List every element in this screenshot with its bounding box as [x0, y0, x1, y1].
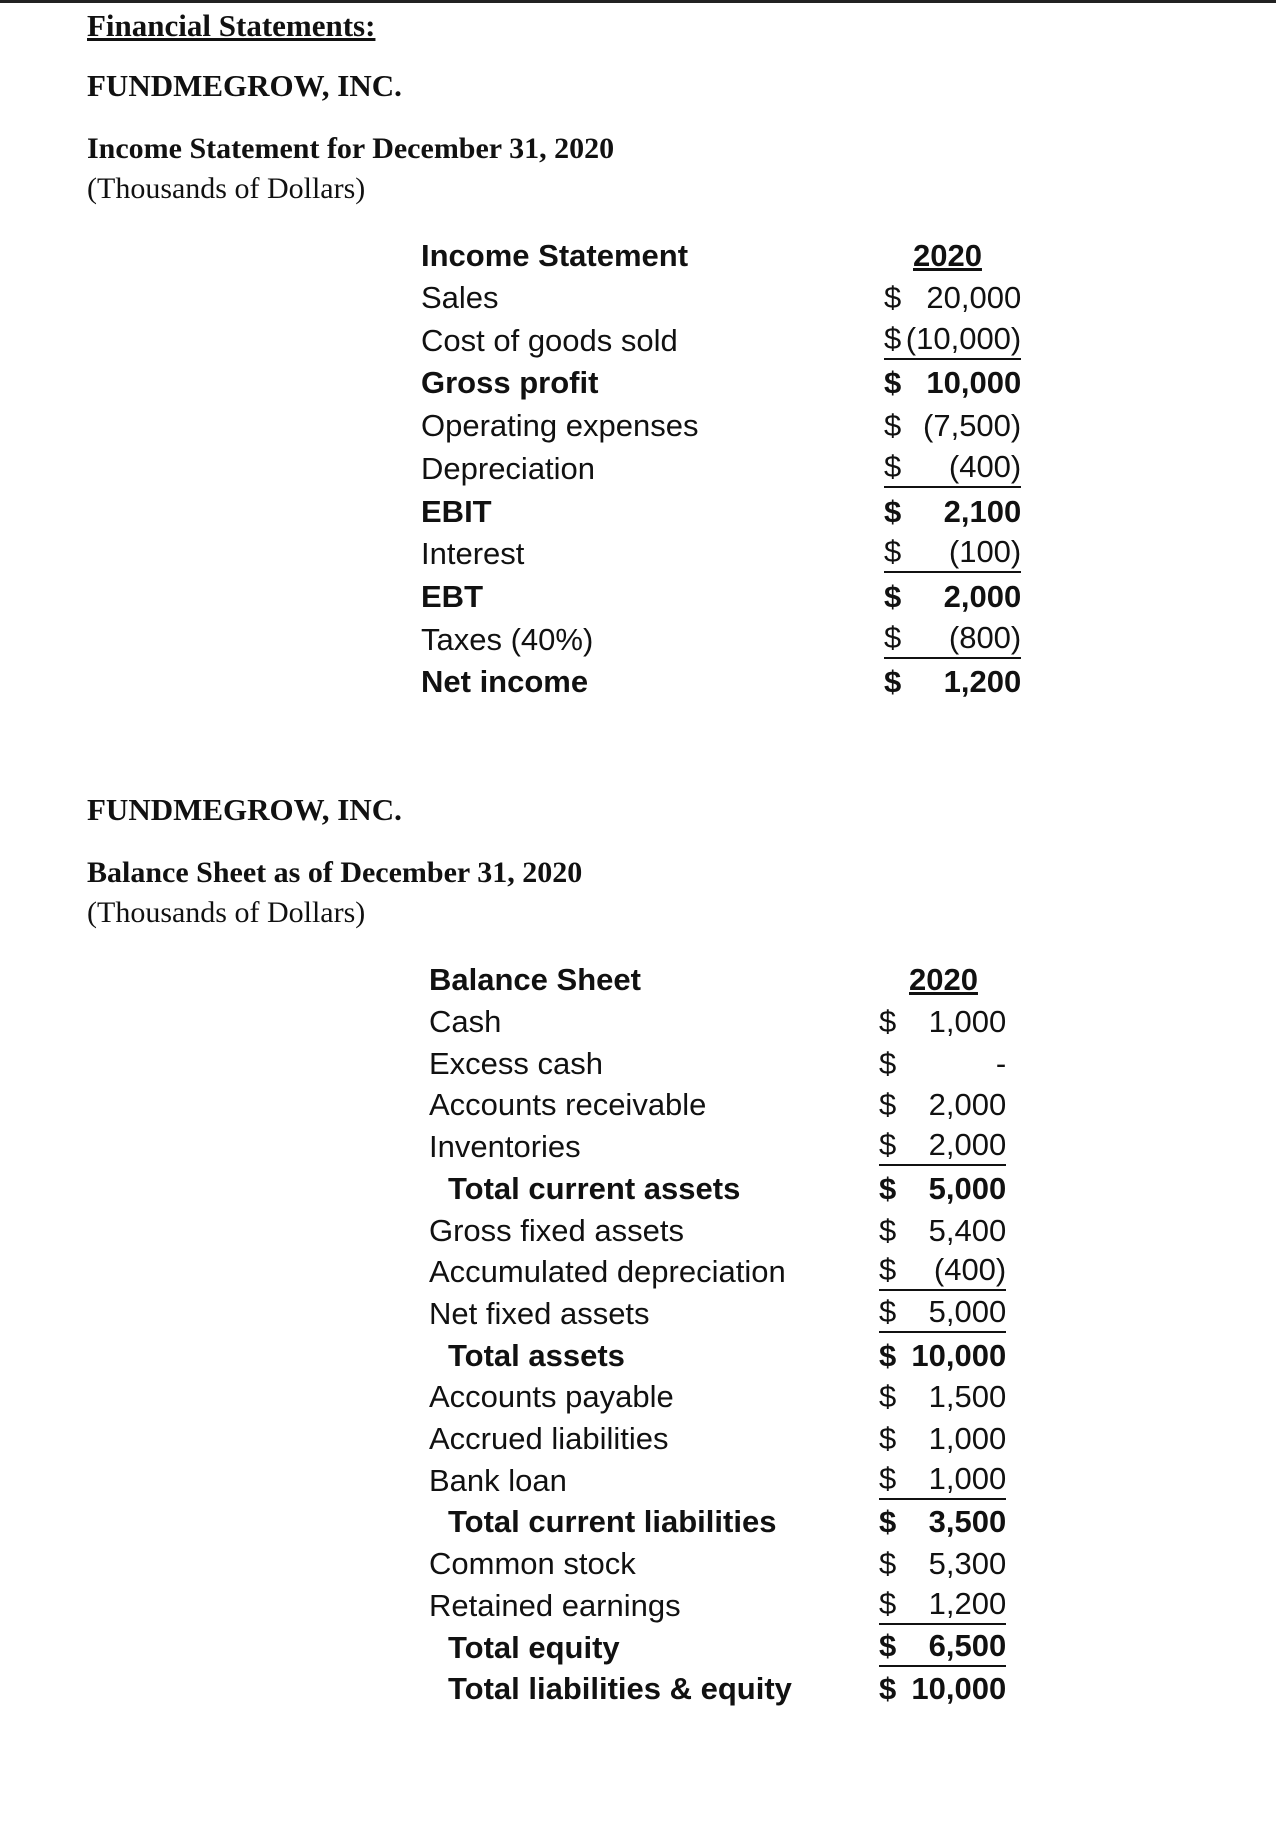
balance-amount: 10,000 — [911, 1337, 1007, 1373]
balance-amount: 1,500 — [928, 1379, 1007, 1415]
income-row — [421, 320, 1041, 362]
balance-row-value — [879, 1043, 1006, 1085]
balance-row-value — [879, 1627, 1006, 1667]
balance-amount: 5,400 — [928, 1212, 1007, 1248]
income-row-label: Cost of goods sold — [421, 322, 678, 358]
balance-row-value — [879, 1168, 1006, 1210]
income-row — [421, 533, 1041, 575]
balance-row-value — [879, 1543, 1006, 1585]
balance-row — [429, 1043, 1049, 1085]
balance-dollar-sign: $ — [879, 1421, 897, 1456]
balance-row-label: Total current assets — [448, 1170, 741, 1206]
income-row — [421, 448, 1041, 490]
income-amount: 2,000 — [943, 578, 1022, 614]
balance-row-value — [879, 1001, 1006, 1043]
balance-row — [429, 1168, 1049, 1210]
income-dollar-sign: $ — [884, 493, 902, 529]
income-row-label: Net income — [421, 664, 589, 700]
income-amount: (7,500) — [923, 408, 1022, 444]
balance-row-label: Total liabilities & equity — [448, 1671, 792, 1707]
balance-amount: 3,500 — [928, 1504, 1007, 1540]
income-dollar-sign: $ — [884, 408, 902, 444]
balance-row-value — [879, 1418, 1006, 1460]
income-row-value — [884, 661, 1021, 703]
income-row-value — [884, 405, 1021, 447]
balance-year-header: 2020 — [909, 962, 978, 997]
balance-amount: - — [995, 1045, 1007, 1081]
income-row-value — [884, 320, 1021, 360]
top-rule — [0, 0, 1276, 3]
balance-header-label: Balance Sheet — [429, 962, 641, 997]
income-row — [421, 405, 1041, 447]
balance-amount: 2,000 — [928, 1127, 1007, 1163]
balance-row — [429, 1084, 1049, 1126]
income-company-name: FUNDMEGROW, INC. — [87, 68, 402, 103]
income-row-value — [884, 619, 1021, 659]
balance-dollar-sign: $ — [879, 1170, 897, 1206]
balance-dollar-sign: $ — [879, 1585, 897, 1621]
balance-amount: 2,000 — [928, 1087, 1007, 1123]
balance-row-label: Common stock — [429, 1546, 636, 1582]
income-dollar-sign: $ — [884, 280, 902, 315]
income-row — [421, 576, 1041, 618]
income-row-label: EBIT — [421, 493, 492, 529]
balance-dollar-sign: $ — [879, 1379, 897, 1415]
income-row — [421, 277, 1041, 319]
income-row-value — [884, 362, 1021, 404]
income-dollar-sign: $ — [884, 578, 902, 614]
balance-row-value — [879, 1210, 1006, 1252]
balance-row-label: Accrued liabilities — [429, 1421, 669, 1456]
income-amount: (800) — [948, 619, 1022, 655]
income-amount: (10,000) — [905, 320, 1022, 356]
balance-row-value — [879, 1084, 1006, 1126]
balance-row — [429, 1668, 1049, 1710]
balance-row-label: Inventories — [429, 1129, 581, 1165]
income-row-label: Gross profit — [421, 365, 599, 401]
income-amount: 2,100 — [943, 493, 1022, 529]
income-row-value — [884, 576, 1021, 618]
income-year-header: 2020 — [913, 238, 982, 273]
balance-row-value — [879, 1460, 1006, 1500]
income-row — [421, 619, 1041, 661]
income-row-label: Interest — [421, 536, 525, 572]
balance-row-value — [879, 1335, 1006, 1377]
balance-dollar-sign: $ — [879, 1671, 897, 1707]
balance-row — [429, 1376, 1049, 1418]
income-row-label: Taxes (40%) — [421, 621, 594, 657]
balance-amount: 1,000 — [928, 1004, 1007, 1039]
balance-amount: 1,000 — [928, 1460, 1007, 1496]
income-row — [421, 362, 1041, 404]
balance-row-label: Total equity — [448, 1629, 620, 1665]
balance-dollar-sign: $ — [879, 1460, 897, 1496]
balance-row-value — [879, 1126, 1006, 1166]
balance-row-label: Total assets — [448, 1337, 625, 1373]
balance-amount: 6,500 — [928, 1627, 1007, 1663]
income-table-header — [421, 235, 1021, 277]
balance-amount: 5,000 — [928, 1293, 1007, 1329]
balance-row-label: Accounts payable — [429, 1379, 674, 1415]
balance-dollar-sign: $ — [879, 1004, 897, 1039]
income-amount: 10,000 — [926, 365, 1022, 401]
balance-table-header — [429, 959, 1029, 1001]
balance-row — [429, 1501, 1049, 1543]
balance-row-value — [879, 1668, 1006, 1710]
income-units: (Thousands of Dollars) — [87, 172, 366, 205]
income-dollar-sign: $ — [884, 320, 902, 356]
income-row — [421, 491, 1041, 533]
balance-amount: 1,200 — [928, 1585, 1007, 1621]
balance-row-value — [879, 1251, 1006, 1291]
balance-dollar-sign: $ — [879, 1212, 897, 1248]
balance-sheet-title: Balance Sheet as of December 31, 2020 — [87, 856, 583, 889]
balance-row-value — [879, 1501, 1006, 1543]
income-row-value — [884, 533, 1021, 573]
income-dollar-sign: $ — [884, 448, 902, 484]
balance-dollar-sign: $ — [879, 1045, 897, 1081]
balance-row-value — [879, 1585, 1006, 1625]
balance-row — [429, 1627, 1049, 1669]
balance-row-label: Total current liabilities — [448, 1504, 777, 1540]
income-dollar-sign: $ — [884, 365, 902, 401]
balance-row — [429, 1001, 1049, 1043]
income-row-label: Depreciation — [421, 450, 596, 486]
balance-row — [429, 1126, 1049, 1168]
income-row-label: Sales — [421, 280, 499, 315]
income-dollar-sign: $ — [884, 619, 902, 655]
balance-row — [429, 1460, 1049, 1502]
balance-dollar-sign: $ — [879, 1504, 897, 1540]
income-row-value — [884, 277, 1021, 319]
balance-row-label: Cash — [429, 1004, 502, 1039]
income-dollar-sign: $ — [884, 534, 902, 570]
balance-row-value — [879, 1376, 1006, 1418]
balance-dollar-sign: $ — [879, 1293, 897, 1329]
balance-row-label: Net fixed assets — [429, 1295, 650, 1331]
balance-row — [429, 1585, 1049, 1627]
balance-dollar-sign: $ — [879, 1127, 897, 1163]
income-row-label: Operating expenses — [421, 408, 699, 444]
balance-row-label: Gross fixed assets — [429, 1212, 684, 1248]
balance-row-label: Excess cash — [429, 1045, 604, 1081]
balance-row-value — [879, 1293, 1006, 1333]
balance-row — [429, 1543, 1049, 1585]
balance-row — [429, 1210, 1049, 1252]
balance-row-label: Bank loan — [429, 1462, 567, 1498]
balance-dollar-sign: $ — [879, 1337, 897, 1373]
income-statement-title: Income Statement for December 31, 2020 — [87, 132, 615, 165]
balance-row — [429, 1293, 1049, 1335]
balance-units: (Thousands of Dollars) — [87, 896, 366, 929]
balance-amount: (400) — [933, 1252, 1007, 1288]
balance-amount: 5,000 — [928, 1170, 1007, 1206]
balance-dollar-sign: $ — [879, 1252, 897, 1288]
balance-row — [429, 1418, 1049, 1460]
income-header-label: Income Statement — [421, 238, 689, 273]
income-row-label: EBT — [421, 578, 483, 614]
balance-amount: 1,000 — [928, 1421, 1007, 1456]
income-amount: (400) — [948, 448, 1022, 484]
balance-row — [429, 1335, 1049, 1377]
balance-amount: 10,000 — [911, 1671, 1007, 1707]
balance-amount: 5,300 — [928, 1546, 1007, 1582]
balance-dollar-sign: $ — [879, 1546, 897, 1582]
balance-company-name: FUNDMEGROW, INC. — [87, 792, 402, 827]
income-amount: 20,000 — [926, 280, 1022, 315]
balance-row-label: Accounts receivable — [429, 1087, 707, 1123]
income-amount: 1,200 — [943, 664, 1022, 700]
income-amount: (100) — [948, 534, 1022, 570]
balance-row-label: Accumulated depreciation — [429, 1254, 786, 1290]
income-row-value — [884, 491, 1021, 533]
income-dollar-sign: $ — [884, 664, 902, 700]
balance-row-label: Retained earnings — [429, 1587, 681, 1623]
income-row-value — [884, 448, 1021, 488]
document-title: Financial Statements: — [87, 8, 376, 43]
balance-dollar-sign: $ — [879, 1627, 897, 1663]
balance-row — [429, 1251, 1049, 1293]
balance-dollar-sign: $ — [879, 1087, 897, 1123]
income-row — [421, 661, 1041, 703]
